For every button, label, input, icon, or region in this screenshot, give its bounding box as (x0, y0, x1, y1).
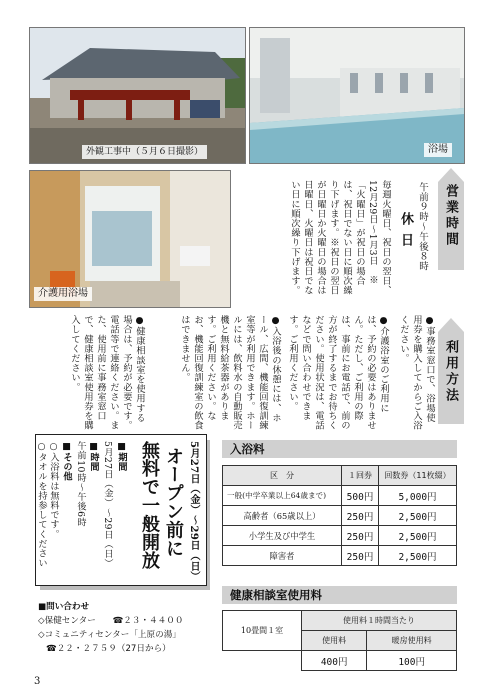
usage-item-2: ●介護浴室のご利用には、予約の必要はありません。ただし、ご利用の際は、事前にお電話で、前の方が終了するまでお待ちください。使用状況は、電話などで問い合わせできます。ご利用ください。 (287, 315, 389, 431)
holiday-heading: 休日 (398, 212, 413, 254)
open-event-other-label: ■その他 (61, 441, 72, 482)
bath-photo (249, 27, 465, 164)
bath-fee-table (222, 465, 457, 566)
health-room-col-fee: 使用料 (302, 631, 367, 651)
hours-heading: 営業時間 (443, 184, 458, 248)
open-event-box (35, 434, 207, 586)
open-event-period-label: ■期間 (116, 441, 127, 472)
health-room-fee: 400円 (302, 651, 367, 671)
bath-fee-header-single: １回券 (342, 466, 379, 486)
health-room-header-row (223, 611, 457, 631)
bath-caption: 浴場 (424, 143, 452, 157)
table-row (223, 486, 457, 506)
bath-fee-single: 250円 (342, 546, 379, 566)
open-event-dates: 5月27日（金）〜29日（日） (188, 441, 199, 582)
bath-fee-single: 500円 (342, 486, 379, 506)
health-room-col-heating: 暖房使用料 (367, 631, 457, 651)
contact-health-center-tel: ☎２３・４４００ (112, 616, 184, 626)
bath-fee-header-book: 回数券（11枚綴） (379, 466, 457, 486)
usage-item-3: ●入浴後の休憩には、ホール、広間、機能回復訓練室等が利用できます。ホールには、飲料水の自動販売機と無料給茶器があります。ご利用ください。なお、機能回復訓練室の飲食はできません。 (179, 315, 281, 431)
bath-fee-header-row (223, 466, 457, 486)
bath-fee-heading: 入浴料 (222, 440, 457, 458)
health-room-heading: 健康相談室使用料 (222, 586, 457, 604)
usage-item-1: ●事務室窓口で、浴場使用券を購入してからご入浴ください。 (398, 315, 435, 431)
contact-line-1 (38, 614, 218, 628)
open-event-time-value: 午前10時〜午後6時 (75, 441, 86, 527)
health-room-header-top: 使用料１時間当たり (302, 611, 457, 631)
health-room-table (222, 610, 457, 671)
exterior-photo (29, 27, 246, 164)
bath-fee-category: 小学生及び中学生 (223, 526, 342, 546)
table-row (223, 546, 457, 566)
table-row (223, 506, 457, 526)
bath-fee-book: 2,500円 (379, 526, 457, 546)
bath-fee-book: 5,000円 (379, 486, 457, 506)
bath-fee-header-category: 区 分 (223, 466, 342, 486)
open-event-other-1: ○入浴料は無料です。 (48, 441, 59, 539)
bath-fee-category: 障害者 (223, 546, 342, 566)
contact-line-3: ☎２２・２７５９（27日から） (46, 644, 171, 654)
health-room-name: 10畳間１室 (223, 611, 302, 651)
open-event-title-1: オープン前に (163, 447, 184, 558)
contact-block (38, 600, 218, 656)
open-event-period-value: 5月27日（金）〜29日（日） (102, 441, 113, 569)
bath-fee-category: 高齢者（65歳以上） (223, 506, 342, 526)
contact-line-2: ◇コミュニティセンター「上原の湯」 (38, 630, 181, 640)
open-event-time-label: ■時間 (88, 441, 99, 472)
health-room-heating: 100円 (367, 651, 457, 671)
care-bath-photo (29, 170, 231, 308)
contact-heading: ■問い合わせ (38, 602, 90, 612)
bath-fee-category: 一般(中学卒業以上64歳まで) (223, 486, 342, 506)
care-bath-caption: 介護用浴場 (34, 287, 92, 301)
holiday-text: 毎週火曜日、祝日の翌日、12月29日〜1月3日 ※「火曜日」が祝日の場合は、祝日でない日に順次繰り下げます。※祝日の翌日が日曜日か火曜日の場合は日曜日、火曜日は祝日でない日に順次繰り下げます。 (289, 180, 391, 296)
bath-fee-single: 250円 (342, 526, 379, 546)
usage-heading: 利用方法 (443, 340, 458, 404)
page-number: 3 (34, 676, 41, 687)
table-row (223, 651, 457, 671)
exterior-caption: 外観工事中（５月６日撮影） (82, 145, 207, 159)
hours-text: 午前９時〜午後８時 (417, 182, 428, 272)
table-row (223, 526, 457, 546)
usage-item-4: ●健康相談室を使用する場合は、予約が必要です。電話等で連絡ください。また、使用前に事務室窓口で、健康相談室使用券を購入してください。 (69, 315, 145, 431)
contact-health-center: ◇保健センター (38, 616, 96, 626)
bath-fee-single: 250円 (342, 506, 379, 526)
bath-fee-book: 2,500円 (379, 506, 457, 526)
open-event-other-2: ○タオルを持参してください (36, 441, 47, 568)
open-event-title-2: 無料で一般開放 (139, 441, 160, 570)
bath-fee-book: 2,500円 (379, 546, 457, 566)
